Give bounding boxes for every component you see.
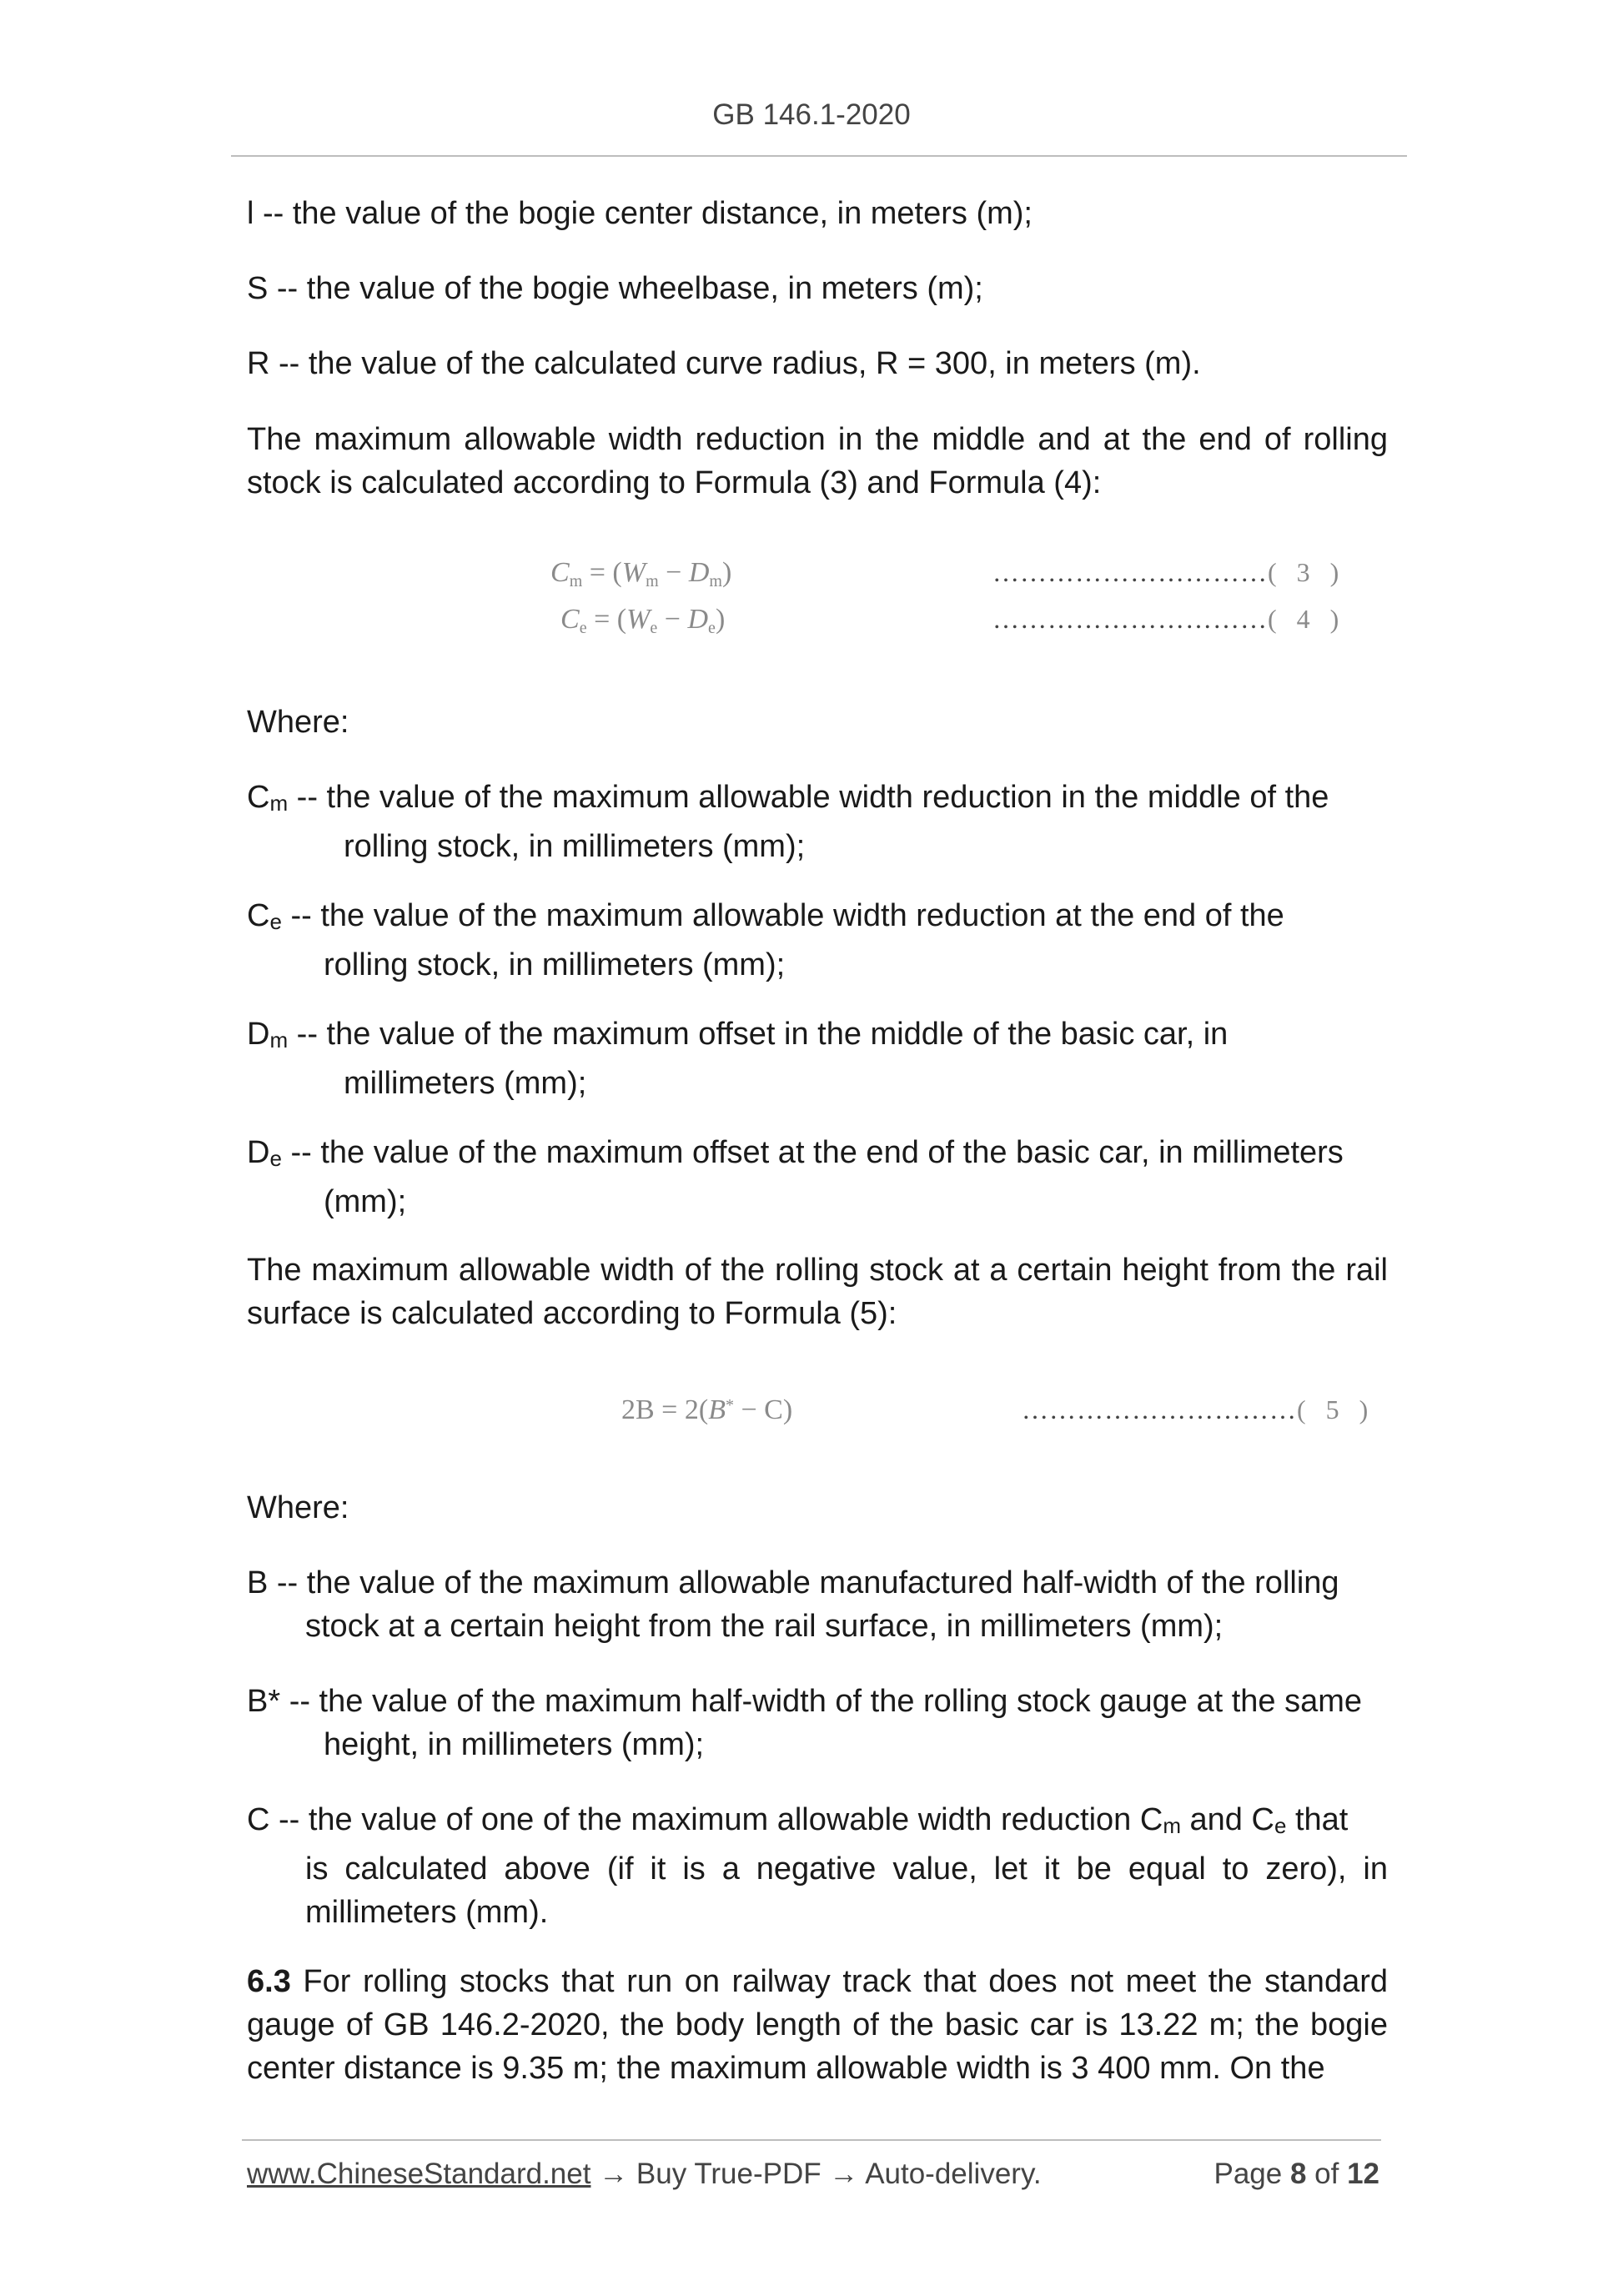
formula-3: Cm = (Wm − Dm) [550, 557, 732, 590]
header-divider [231, 155, 1407, 157]
page-header: GB 146.1-2020 [712, 98, 911, 131]
website-link[interactable]: www.ChineseStandard.net [247, 2158, 591, 2190]
formula-5: 2B = 2(B* − C) [621, 1394, 793, 1425]
page-indicator: Page 8 of 12 [1213, 2158, 1379, 2190]
def-cm: Cm -- the value of the maximum allowable width reduction in the middle of the rolling stock, in millimeters (mm); [247, 780, 1329, 864]
def-ce: Ce -- the value of the maximum allowable width reduction at the end of the rolling stock, in millimeters (mm); [247, 898, 1284, 982]
clause-number: 6.3 [247, 1964, 291, 1999]
def-dm: Dm -- the value of the maximum offset in the middle of the basic car, in millimeters (mm); [247, 1017, 1229, 1101]
def-de: De -- the value of the maximum offset at the end of the basic car, in millimeters (mm); [247, 1135, 1344, 1219]
formula-4: Ce = (We − De) [560, 604, 726, 637]
formula-4-leader: …………………………( 4 ) [992, 604, 1346, 634]
formula-3-leader: …………………………( 3 ) [992, 557, 1346, 587]
where-label-1: Where: [247, 705, 349, 740]
def-s: S -- the value of the bogie wheelbase, in meters (m); [247, 271, 983, 306]
formula-5-number: ( 5 ) [1297, 1394, 1375, 1424]
def-l: l -- the value of the bogie center distance, in meters (m); [247, 196, 1033, 231]
footer-left: www.ChineseStandard.net → Buy True-PDF → Auto-delivery. [247, 2158, 1042, 2190]
def-r: R -- the value of the calculated curve radius, R = 300, in meters (m). [247, 346, 1201, 381]
formula-3-number: ( 3 ) [1268, 557, 1346, 587]
footer-divider [242, 2139, 1381, 2141]
clause-6-3: 6.3 For rolling stocks that run on railway track that does not meet the standard gauge of GB 146.2-2020, the body length of the basic car is 13.22 m; the bogie center distance is 9.35 m; the maximum allowable width is 3 400 mm. On the [247, 1964, 1388, 2086]
intro-formula-3-4: The maximum allowable width reduction in the middle and at the end of rolling stock is calculated according to Formula (3) and Formula (4): [247, 422, 1388, 500]
def-b: B -- the value of the maximum allowable manufactured half-width of the rolling stock at a certain height from the rail surface, in millimeters (mm); [247, 1565, 1339, 1644]
formula-5-leader: …………………………( 5 ) [1022, 1394, 1375, 1424]
formula-4-number: ( 4 ) [1268, 604, 1346, 634]
intro-formula-5: The maximum allowable width of the rolling stock at a certain height from the rail surface is calculated according to Formula (5): [247, 1253, 1388, 1331]
def-c: C -- the value of one of the maximum allowable width reduction Cm and Ce that is calculated above (if it is a negative value, let it be equal to zero), in millimeters (mm). [247, 1802, 1388, 1930]
buy-true-pdf-text: Buy True-PDF [636, 2158, 822, 2190]
def-b-star: B* -- the value of the maximum half-width of the rolling stock gauge at the same height, in millimeters (mm); [247, 1684, 1362, 1762]
page-number: 8 [1289, 2158, 1307, 2190]
page-total: 12 [1347, 2158, 1379, 2190]
where-label-2: Where: [247, 1490, 349, 1525]
